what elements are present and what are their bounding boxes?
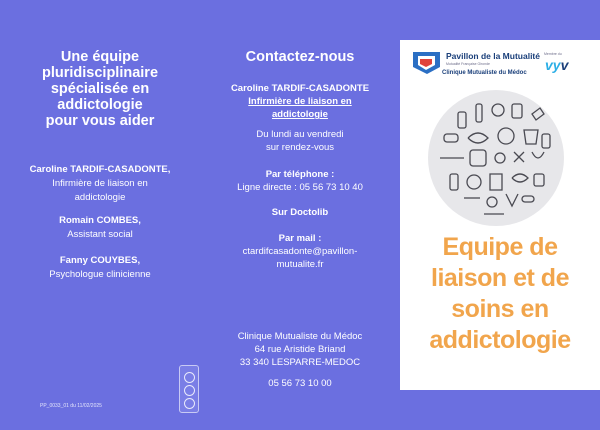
logo-subtext: Mutualité Française Gironde xyxy=(446,62,490,66)
partner-caption: Membre du xyxy=(544,52,562,56)
team-member xyxy=(0,254,200,282)
title-line: liaison et de xyxy=(431,264,569,292)
left-panel xyxy=(0,0,200,430)
member-role: Assistant social xyxy=(67,229,133,240)
cover-title xyxy=(400,232,600,356)
doctolib-link: Sur Doctolib xyxy=(271,207,329,218)
title-line: addictologie xyxy=(429,326,571,354)
addiction-illustration xyxy=(428,90,564,226)
headline-line: addictologie xyxy=(57,97,143,113)
panel-headline xyxy=(0,49,200,129)
address-line: 64 rue Aristide Briand xyxy=(254,344,346,355)
clinic-phone: 05 56 73 10 00 xyxy=(268,378,332,389)
team-member xyxy=(0,214,200,242)
document-reference: PP_0033_01 du 11/02/2025 xyxy=(40,403,102,409)
address-line: Clinique Mutualiste du Médoc xyxy=(237,331,363,342)
mail-block xyxy=(200,232,400,271)
member-role: Psychologue clinicienne xyxy=(49,269,151,280)
headline-line: Une équipe xyxy=(60,49,140,65)
member-role: Infirmière de liaison en xyxy=(52,178,148,189)
hours-line: Du lundi au vendredi xyxy=(256,129,344,140)
headline-line: pour vous aider xyxy=(45,113,155,129)
mail-address: ctardifcasadonte@pavillon- xyxy=(242,246,358,257)
member-name: Romain COMBES, xyxy=(59,215,141,226)
phone-block xyxy=(200,168,400,194)
contact-role: addictologie xyxy=(272,109,328,120)
title-line: Equipe de xyxy=(442,233,558,261)
certification-icon xyxy=(179,365,199,413)
vyv-part: v xyxy=(560,57,569,73)
illustration-icons xyxy=(428,90,564,226)
contact-role: Infirmière de liaison en xyxy=(248,96,352,107)
logo-pavillon-text: Pavillon de la Mutualité xyxy=(446,51,540,61)
logo-clinique-text: Clinique Mutualiste du Médoc xyxy=(442,70,527,76)
title-line: soins en xyxy=(451,295,549,323)
team-member xyxy=(0,163,200,205)
headline-line: pluridisciplinaire xyxy=(41,65,159,81)
contact-person xyxy=(200,82,400,121)
vyv-logo xyxy=(545,57,568,73)
pavillon-logo-icon xyxy=(410,49,446,75)
clinic-address xyxy=(200,330,400,369)
contact-title: Contactez-nous xyxy=(245,49,355,65)
vyv-part: vy xyxy=(545,57,561,73)
phone-number: Ligne directe : 05 56 73 10 40 xyxy=(237,182,363,193)
phone-label: Par téléphone : xyxy=(265,169,335,180)
member-name: Fanny COUYBES, xyxy=(59,255,141,266)
member-role: addictologie xyxy=(74,192,126,203)
middle-panel xyxy=(200,0,400,430)
mail-address: mutualite.fr xyxy=(276,259,324,270)
headline-line: spécialisée en xyxy=(50,81,150,97)
contact-name: Caroline TARDIF-CASADONTE xyxy=(230,83,370,94)
hours-line: sur rendez-vous xyxy=(265,142,335,153)
member-name: Caroline TARDIF-CASADONTE, xyxy=(29,164,171,175)
mail-label: Par mail : xyxy=(278,233,322,244)
opening-hours xyxy=(200,128,400,154)
address-line: 33 340 LESPARRE-MEDOC xyxy=(239,357,361,368)
